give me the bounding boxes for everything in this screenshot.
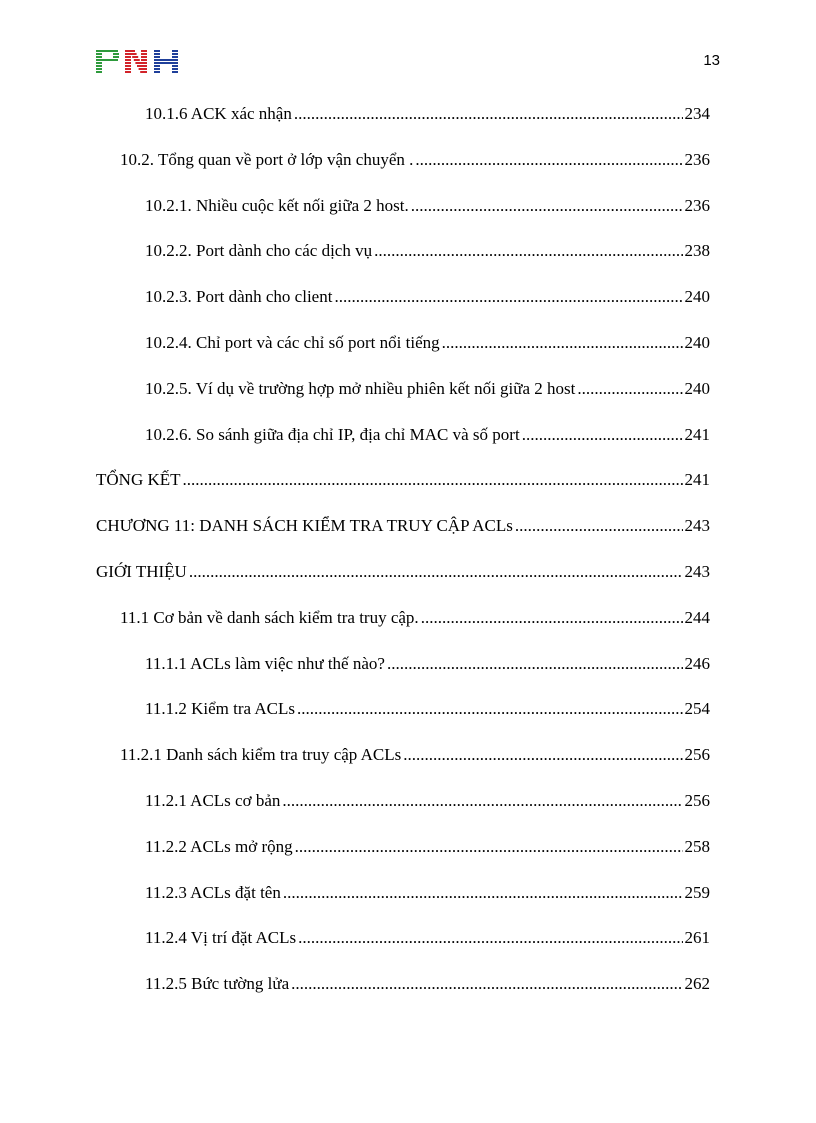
toc-entry-label: 11.2.5 Bức tường lửa — [145, 974, 290, 994]
logo-letter-p — [96, 50, 119, 73]
logo-letter-n — [125, 50, 147, 73]
toc-entry[interactable] — [145, 287, 710, 307]
toc-dot-leader — [387, 654, 683, 674]
toc-entry-page: 259 — [684, 882, 710, 902]
toc-entry-page: 236 — [684, 149, 710, 169]
toc-entry-page: 256 — [684, 745, 710, 765]
toc-entry-label: GIỚI THIỆU — [96, 562, 187, 581]
toc-entry-page: 236 — [684, 195, 710, 215]
toc-dot-leader — [189, 562, 683, 582]
toc-entry[interactable] — [145, 928, 710, 948]
toc-dot-leader — [282, 791, 682, 811]
toc-dot-leader — [374, 241, 682, 261]
page-number: 13 — [703, 52, 720, 69]
toc-entry[interactable] — [145, 104, 710, 124]
toc-entry[interactable] — [145, 791, 710, 811]
toc-entry-page: 261 — [684, 928, 710, 948]
toc-entry-label: 11.2.2 ACLs mở rộng — [145, 836, 293, 856]
toc-dot-leader — [411, 196, 683, 216]
toc-entry-page: 234 — [684, 104, 710, 123]
toc-entry[interactable] — [96, 516, 710, 536]
toc-entry-label: 11.2.1 ACLs cơ bản — [145, 791, 281, 810]
toc-entry-label: 10.2.1. Nhiều cuộc kết nối giữa 2 host. — [145, 195, 409, 215]
toc-entry-label: 10.2. Tổng quan về port ở lớp vận chuyển . — [120, 149, 414, 169]
toc-dot-leader — [577, 379, 682, 399]
toc-entry[interactable] — [145, 241, 710, 261]
toc-entry-page: 246 — [684, 653, 710, 673]
toc-entry[interactable] — [120, 745, 710, 765]
toc-dot-leader — [298, 928, 682, 948]
toc-dot-leader — [183, 470, 683, 490]
toc-entry-label: 10.2.5. Ví dụ về trường hợp mở nhiều phiên kết nối giữa 2 host — [145, 378, 576, 398]
toc-entry-page: 240 — [684, 333, 710, 352]
pnh-logo — [96, 50, 180, 78]
toc-dot-leader — [297, 699, 683, 719]
toc-entry[interactable] — [145, 883, 710, 903]
toc-entry[interactable] — [145, 654, 710, 674]
toc-entry-label: 10.2.4. Chỉ port và các chỉ số port nổi tiếng — [145, 333, 440, 352]
toc-dot-leader — [283, 883, 683, 903]
toc-entry-page: 262 — [684, 974, 710, 994]
toc-entry[interactable] — [145, 837, 710, 857]
toc-entry[interactable] — [145, 379, 710, 399]
toc-dot-leader — [403, 745, 682, 765]
toc-entry-page: 254 — [684, 699, 710, 719]
toc-entry-label: TỔNG KẾT — [96, 470, 181, 490]
toc-entry-label: 11.2.1 Danh sách kiểm tra truy cập ACLs — [120, 745, 402, 765]
toc-dot-leader — [291, 974, 682, 994]
toc-dot-leader — [295, 837, 683, 857]
toc-entry[interactable] — [145, 425, 710, 445]
toc-entry[interactable] — [145, 196, 710, 216]
toc-entry-page: 244 — [684, 607, 710, 627]
toc-entry[interactable] — [120, 150, 710, 170]
toc-entry-label: 10.2.3. Port dành cho client — [145, 287, 333, 307]
toc-entry[interactable] — [120, 608, 710, 628]
toc-entry-page: 240 — [684, 378, 710, 398]
toc-entry-label: 11.1 Cơ bản về danh sách kiểm tra truy cập. — [120, 607, 419, 627]
toc-dot-leader — [334, 287, 682, 307]
toc-entry[interactable] — [96, 470, 710, 490]
toc-entry-page: 243 — [684, 516, 710, 536]
toc-entry-page: 258 — [684, 836, 710, 856]
toc-entry-page: 241 — [684, 470, 710, 490]
toc-dot-leader — [515, 516, 683, 536]
toc-entry[interactable] — [145, 974, 710, 994]
toc-entry-label: 11.1.1 ACLs làm việc như thế nào? — [145, 653, 385, 673]
toc-entry-label: 10.1.6 ACK xác nhận — [145, 104, 292, 123]
toc-entry-label: CHƯƠNG 11: DANH SÁCH KIỂM TRA TRUY CẬP ACLs — [96, 516, 513, 536]
toc-entry[interactable] — [96, 562, 710, 582]
toc-entry-label: 11.2.3 ACLs đặt tên — [145, 882, 281, 902]
toc-dot-leader — [294, 104, 683, 124]
toc-entry[interactable] — [145, 333, 710, 353]
toc-entry[interactable] — [145, 699, 710, 719]
toc-entry-label: 10.2.2. Port dành cho các dịch vụ — [145, 241, 373, 261]
toc-entry-label: 11.2.4 Vị trí đặt ACLs — [145, 928, 297, 948]
logo-letter-h — [154, 50, 178, 73]
toc-entry-page: 238 — [684, 241, 710, 261]
toc-dot-leader — [415, 150, 682, 170]
toc-entry-label: 10.2.6. So sánh giữa địa chỉ IP, địa chỉ MAC và số port — [145, 424, 520, 444]
toc-dot-leader — [522, 425, 683, 445]
toc-dot-leader — [421, 608, 683, 628]
toc-entry-label: 11.1.2 Kiểm tra ACLs — [145, 699, 295, 719]
toc-dot-leader — [442, 333, 683, 353]
toc-entry-page: 243 — [684, 562, 710, 581]
toc-entry-page: 240 — [684, 287, 710, 307]
toc-entry-page: 241 — [684, 424, 710, 444]
toc-entry-page: 256 — [684, 791, 710, 810]
